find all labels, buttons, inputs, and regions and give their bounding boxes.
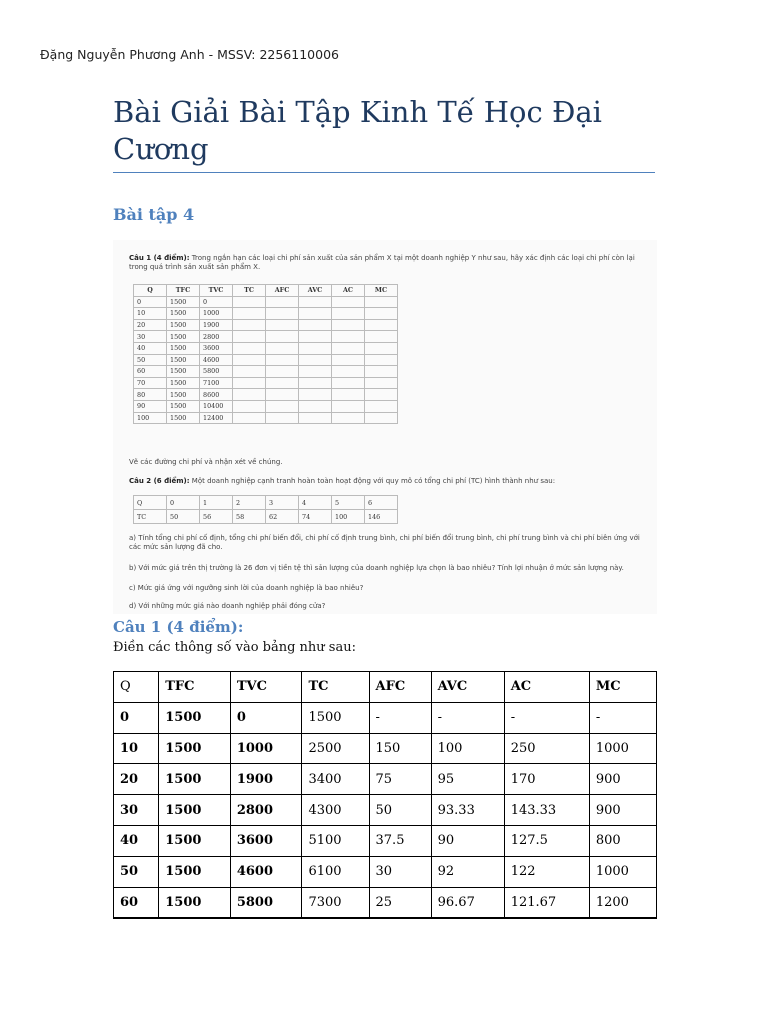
answer-table-cell: 50 — [114, 856, 159, 887]
answer-table-header-cell: AVC — [431, 672, 504, 703]
scan-table-row — [134, 319, 398, 331]
answer-table-cell: 122 — [504, 856, 589, 887]
answer-table-header-cell: AC — [504, 672, 589, 703]
scan-table-empty-cell — [299, 354, 332, 366]
answer-table-cell: 30 — [114, 795, 159, 826]
answer-table-row — [114, 795, 657, 826]
answer-table-cell: 1500 — [159, 764, 231, 795]
scan-table-empty-cell — [233, 319, 266, 331]
answer-table-cell: 60 — [114, 887, 159, 918]
answer-instruction: Điền các thông số vào bảng như sau: — [113, 640, 356, 655]
scan-table-empty-cell — [233, 412, 266, 424]
scan-table-empty-cell — [332, 400, 365, 412]
answer-table-cell: 1500 — [159, 825, 231, 856]
scan-table-cell: 7100 — [200, 377, 233, 389]
scan-q2-label: Câu 2 (6 điểm): — [129, 477, 190, 485]
scan-table-empty-cell — [233, 342, 266, 354]
scan-table-empty-cell — [266, 342, 299, 354]
scan-tc-table-cell: 74 — [299, 510, 332, 524]
answer-table-header-row — [114, 672, 657, 703]
scan-table-cell: 1000 — [200, 308, 233, 320]
scan-table-empty-cell — [299, 296, 332, 308]
scan-table-empty-cell — [266, 319, 299, 331]
answer-table-cell: 3600 — [230, 825, 302, 856]
scan-table-cell: 1500 — [167, 319, 200, 331]
scan-tc-table-cell: 0 — [167, 496, 200, 510]
scan-tc-table-cell: 4 — [299, 496, 332, 510]
answer-table-cell: 50 — [369, 795, 431, 826]
scan-table-empty-cell — [266, 377, 299, 389]
scan-table-empty-cell — [332, 319, 365, 331]
answer-table-cell: 1500 — [159, 856, 231, 887]
scan-table-empty-cell — [365, 366, 398, 378]
assignment-scan-image — [113, 240, 657, 614]
answer-table-cell: 1900 — [230, 764, 302, 795]
answer-table-cell: 100 — [431, 733, 504, 764]
scan-table-empty-cell — [332, 331, 365, 343]
scan-table-row — [134, 400, 398, 412]
answer-table-cell: 1500 — [159, 733, 231, 764]
answer-table-cell: 900 — [589, 764, 656, 795]
scan-table-header-cell: AC — [332, 285, 365, 297]
answer-table-row — [114, 702, 657, 733]
answer-table-cell: 1000 — [589, 733, 656, 764]
scan-tc-table-row — [134, 510, 398, 524]
scan-q1-text: Trong ngắn hạn các loại chi phí sản xuất của sản phẩm X tại một doanh nghiệp Y như sau, hãy xác định các loại chi phí còn lại trong quá trình sản xuất sản phẩm X. — [129, 254, 635, 271]
answer-cost-table — [113, 671, 657, 919]
scan-table-cell: 1500 — [167, 342, 200, 354]
answer-table-cell: 10 — [114, 733, 159, 764]
scan-table-empty-cell — [299, 366, 332, 378]
answer-table-header-cell: TFC — [159, 672, 231, 703]
scan-table-cell: 4600 — [200, 354, 233, 366]
answer-table-cell: 4300 — [302, 795, 369, 826]
scan-table-header-cell: Q — [134, 285, 167, 297]
answer-table-cell: 127.5 — [504, 825, 589, 856]
scan-q2-text: Một doanh nghiệp cạnh tranh hoàn toàn hoạt động với quy mô có tổng chi phí (TC) hình thành như sau: — [191, 477, 556, 485]
scan-tc-table-cell: 1 — [200, 496, 233, 510]
answer-table-cell: - — [431, 702, 504, 733]
answer-table-row — [114, 856, 657, 887]
answer-table-cell: 3400 — [302, 764, 369, 795]
scan-table-header-cell: AFC — [266, 285, 299, 297]
scan-tc-table-cell: 58 — [233, 510, 266, 524]
answer-table-cell: - — [589, 702, 656, 733]
answer-table-cell: 0 — [114, 702, 159, 733]
answer-heading: Câu 1 (4 điểm): — [113, 618, 244, 636]
answer-table-cell: 25 — [369, 887, 431, 918]
answer-table-cell: 6100 — [302, 856, 369, 887]
scan-tc-table-cell: 2 — [233, 496, 266, 510]
scan-table-header-cell: TFC — [167, 285, 200, 297]
scan-table-empty-cell — [332, 354, 365, 366]
answer-table-header-cell: MC — [589, 672, 656, 703]
answer-table-cell: 1500 — [159, 702, 231, 733]
scan-table-cell: 3600 — [200, 342, 233, 354]
scan-table-empty-cell — [266, 389, 299, 401]
answer-table-row — [114, 733, 657, 764]
scan-table-cell: 1500 — [167, 400, 200, 412]
scan-table-row — [134, 342, 398, 354]
answer-table-cell: 20 — [114, 764, 159, 795]
scan-tc-table-cell: 62 — [266, 510, 299, 524]
scan-table-row — [134, 389, 398, 401]
scan-table-cell: 50 — [134, 354, 167, 366]
answer-table-header-cell: Q — [114, 672, 159, 703]
scan-table-empty-cell — [332, 308, 365, 320]
scan-table-empty-cell — [299, 412, 332, 424]
scan-table-cell: 1500 — [167, 389, 200, 401]
scan-item-b: b) Với mức giá trên thị trường là 26 đơn vị tiền tệ thì sản lượng của doanh nghiệp lựa chọn là bao nhiêu? Tính lợi nhuận ở mức sản lượng này. — [129, 564, 624, 572]
answer-table-cell: 121.67 — [504, 887, 589, 918]
scan-table-empty-cell — [233, 354, 266, 366]
scan-table-cell: 1500 — [167, 308, 200, 320]
scan-table-empty-cell — [332, 389, 365, 401]
scan-table-cell: 40 — [134, 342, 167, 354]
scan-table-empty-cell — [266, 400, 299, 412]
scan-table-empty-cell — [266, 366, 299, 378]
scan-table-cell: 1500 — [167, 331, 200, 343]
scan-table-empty-cell — [233, 308, 266, 320]
scan-table-row — [134, 296, 398, 308]
scan-table-empty-cell — [365, 342, 398, 354]
answer-table-cell: 5800 — [230, 887, 302, 918]
scan-table-row — [134, 366, 398, 378]
scan-table-empty-cell — [332, 366, 365, 378]
scan-item-d: d) Với những mức giá nào doanh nghiệp phải đóng cửa? — [129, 602, 326, 610]
scan-table-cell: 70 — [134, 377, 167, 389]
scan-tc-table-cell: 5 — [332, 496, 365, 510]
scan-table-empty-cell — [365, 377, 398, 389]
answer-table-row — [114, 825, 657, 856]
scan-table-empty-cell — [332, 412, 365, 424]
answer-table-cell: 1500 — [159, 795, 231, 826]
scan-table-cell: 1500 — [167, 377, 200, 389]
scan-table-empty-cell — [299, 319, 332, 331]
scan-table-empty-cell — [365, 389, 398, 401]
answer-table-cell: 90 — [431, 825, 504, 856]
scan-table-header-cell: MC — [365, 285, 398, 297]
scan-table-empty-cell — [266, 354, 299, 366]
answer-table-cell: 800 — [589, 825, 656, 856]
scan-table-empty-cell — [365, 308, 398, 320]
scan-table-empty-cell — [233, 331, 266, 343]
scan-table-empty-cell — [266, 331, 299, 343]
answer-table-cell: 92 — [431, 856, 504, 887]
scan-table-cell: 5800 — [200, 366, 233, 378]
answer-table-cell: 75 — [369, 764, 431, 795]
scan-table-empty-cell — [266, 308, 299, 320]
scan-table-empty-cell — [299, 342, 332, 354]
scan-table-cell: 90 — [134, 400, 167, 412]
scan-tc-table-cell: Q — [134, 496, 167, 510]
answer-table-cell: 2500 — [302, 733, 369, 764]
answer-table-cell: 150 — [369, 733, 431, 764]
scan-tc-table-cell: 56 — [200, 510, 233, 524]
scan-q2-paragraph — [129, 477, 653, 486]
scan-item-c: c) Mức giá ứng với ngưỡng sinh lời của doanh nghiệp là bao nhiêu? — [129, 584, 364, 592]
scan-table-empty-cell — [365, 296, 398, 308]
scan-tc-table-cell: 50 — [167, 510, 200, 524]
scan-table-cell: 1500 — [167, 412, 200, 424]
scan-table-empty-cell — [299, 389, 332, 401]
scan-tc-table — [133, 495, 398, 524]
scan-table-empty-cell — [233, 296, 266, 308]
title-divider — [113, 172, 655, 173]
answer-table-row — [114, 764, 657, 795]
scan-table-header-row — [134, 285, 398, 297]
answer-table-cell: 0 — [230, 702, 302, 733]
answer-table-cell: - — [504, 702, 589, 733]
scan-table-cell: 2800 — [200, 331, 233, 343]
scan-table-empty-cell — [365, 400, 398, 412]
scan-table-empty-cell — [299, 331, 332, 343]
answer-table-cell: 900 — [589, 795, 656, 826]
answer-table-cell: 250 — [504, 733, 589, 764]
answer-table-cell: 1500 — [159, 887, 231, 918]
scan-draw-text: Vẽ các đường chi phí và nhận xét về chúng. — [129, 458, 283, 466]
scan-table-header-cell: TC — [233, 285, 266, 297]
answer-table-row — [114, 887, 657, 918]
scan-table-empty-cell — [233, 389, 266, 401]
scan-table-cell: 20 — [134, 319, 167, 331]
scan-table-cell: 10400 — [200, 400, 233, 412]
scan-tc-table-cell: 146 — [365, 510, 398, 524]
document-title: Bài Giải Bài Tập Kinh Tế Học Đại Cương — [113, 95, 602, 166]
scan-table-cell: 8600 — [200, 389, 233, 401]
scan-table-cell: 60 — [134, 366, 167, 378]
scan-tc-table-cell: 6 — [365, 496, 398, 510]
scan-q1-paragraph — [129, 254, 653, 272]
answer-table-cell: 30 — [369, 856, 431, 887]
answer-table-cell: 143.33 — [504, 795, 589, 826]
answer-table-cell: 95 — [431, 764, 504, 795]
answer-table-cell: 1000 — [230, 733, 302, 764]
scan-table-empty-cell — [332, 342, 365, 354]
answer-table-header-cell: TC — [302, 672, 369, 703]
answer-table-cell: 1200 — [589, 887, 656, 918]
answer-table-cell: - — [369, 702, 431, 733]
scan-table-row — [134, 308, 398, 320]
answer-table-cell: 1500 — [302, 702, 369, 733]
scan-table-row — [134, 377, 398, 389]
answer-table-header-cell: AFC — [369, 672, 431, 703]
scan-table-cell: 80 — [134, 389, 167, 401]
scan-tc-table-cell: TC — [134, 510, 167, 524]
scan-tc-table-cell: 100 — [332, 510, 365, 524]
answer-table-cell: 96.67 — [431, 887, 504, 918]
scan-table-empty-cell — [233, 400, 266, 412]
answer-table-cell: 1000 — [589, 856, 656, 887]
answer-table-cell: 5100 — [302, 825, 369, 856]
scan-tc-table-row — [134, 496, 398, 510]
answer-table-cell: 4600 — [230, 856, 302, 887]
scan-q1-label: Câu 1 (4 điểm): — [129, 254, 190, 262]
scan-tc-table-cell: 3 — [266, 496, 299, 510]
scan-table-cell: 10 — [134, 308, 167, 320]
scan-table-header-cell: TVC — [200, 285, 233, 297]
answer-table-header-cell: TVC — [230, 672, 302, 703]
scan-cost-table — [133, 284, 398, 424]
scan-table-cell: 1500 — [167, 296, 200, 308]
scan-table-empty-cell — [233, 377, 266, 389]
scan-table-empty-cell — [365, 412, 398, 424]
answer-table-cell: 7300 — [302, 887, 369, 918]
section-heading: Bài tập 4 — [113, 205, 195, 224]
scan-table-empty-cell — [332, 377, 365, 389]
scan-table-empty-cell — [233, 366, 266, 378]
scan-table-cell: 1500 — [167, 366, 200, 378]
scan-table-empty-cell — [299, 377, 332, 389]
author-header: Đặng Nguyễn Phương Anh - MSSV: 2256110006 — [40, 47, 339, 62]
answer-table-cell: 40 — [114, 825, 159, 856]
answer-table-cell: 93.33 — [431, 795, 504, 826]
scan-table-empty-cell — [299, 400, 332, 412]
scan-table-cell: 1500 — [167, 354, 200, 366]
scan-table-row — [134, 331, 398, 343]
scan-table-empty-cell — [299, 308, 332, 320]
answer-table-cell: 2800 — [230, 795, 302, 826]
scan-table-empty-cell — [332, 296, 365, 308]
scan-table-empty-cell — [365, 331, 398, 343]
answer-table-cell: 170 — [504, 764, 589, 795]
scan-table-header-cell: AVC — [299, 285, 332, 297]
scan-table-cell: 1900 — [200, 319, 233, 331]
scan-table-empty-cell — [266, 296, 299, 308]
scan-table-row — [134, 412, 398, 424]
scan-table-empty-cell — [266, 412, 299, 424]
scan-table-cell: 0 — [134, 296, 167, 308]
answer-table-cell: 37.5 — [369, 825, 431, 856]
scan-item-a: a) Tính tổng chi phí cố định, tổng chi phí biến đổi, chi phí cố định trung bình, chi phí biến đổi trung bình, chi phí trung bình và chi phí biên ứng với các mức sản lượng đã cho. — [129, 534, 640, 551]
scan-table-row — [134, 354, 398, 366]
scan-table-cell: 0 — [200, 296, 233, 308]
scan-table-empty-cell — [365, 354, 398, 366]
scan-table-cell: 100 — [134, 412, 167, 424]
scan-table-cell: 30 — [134, 331, 167, 343]
scan-table-empty-cell — [365, 319, 398, 331]
scan-table-cell: 12400 — [200, 412, 233, 424]
